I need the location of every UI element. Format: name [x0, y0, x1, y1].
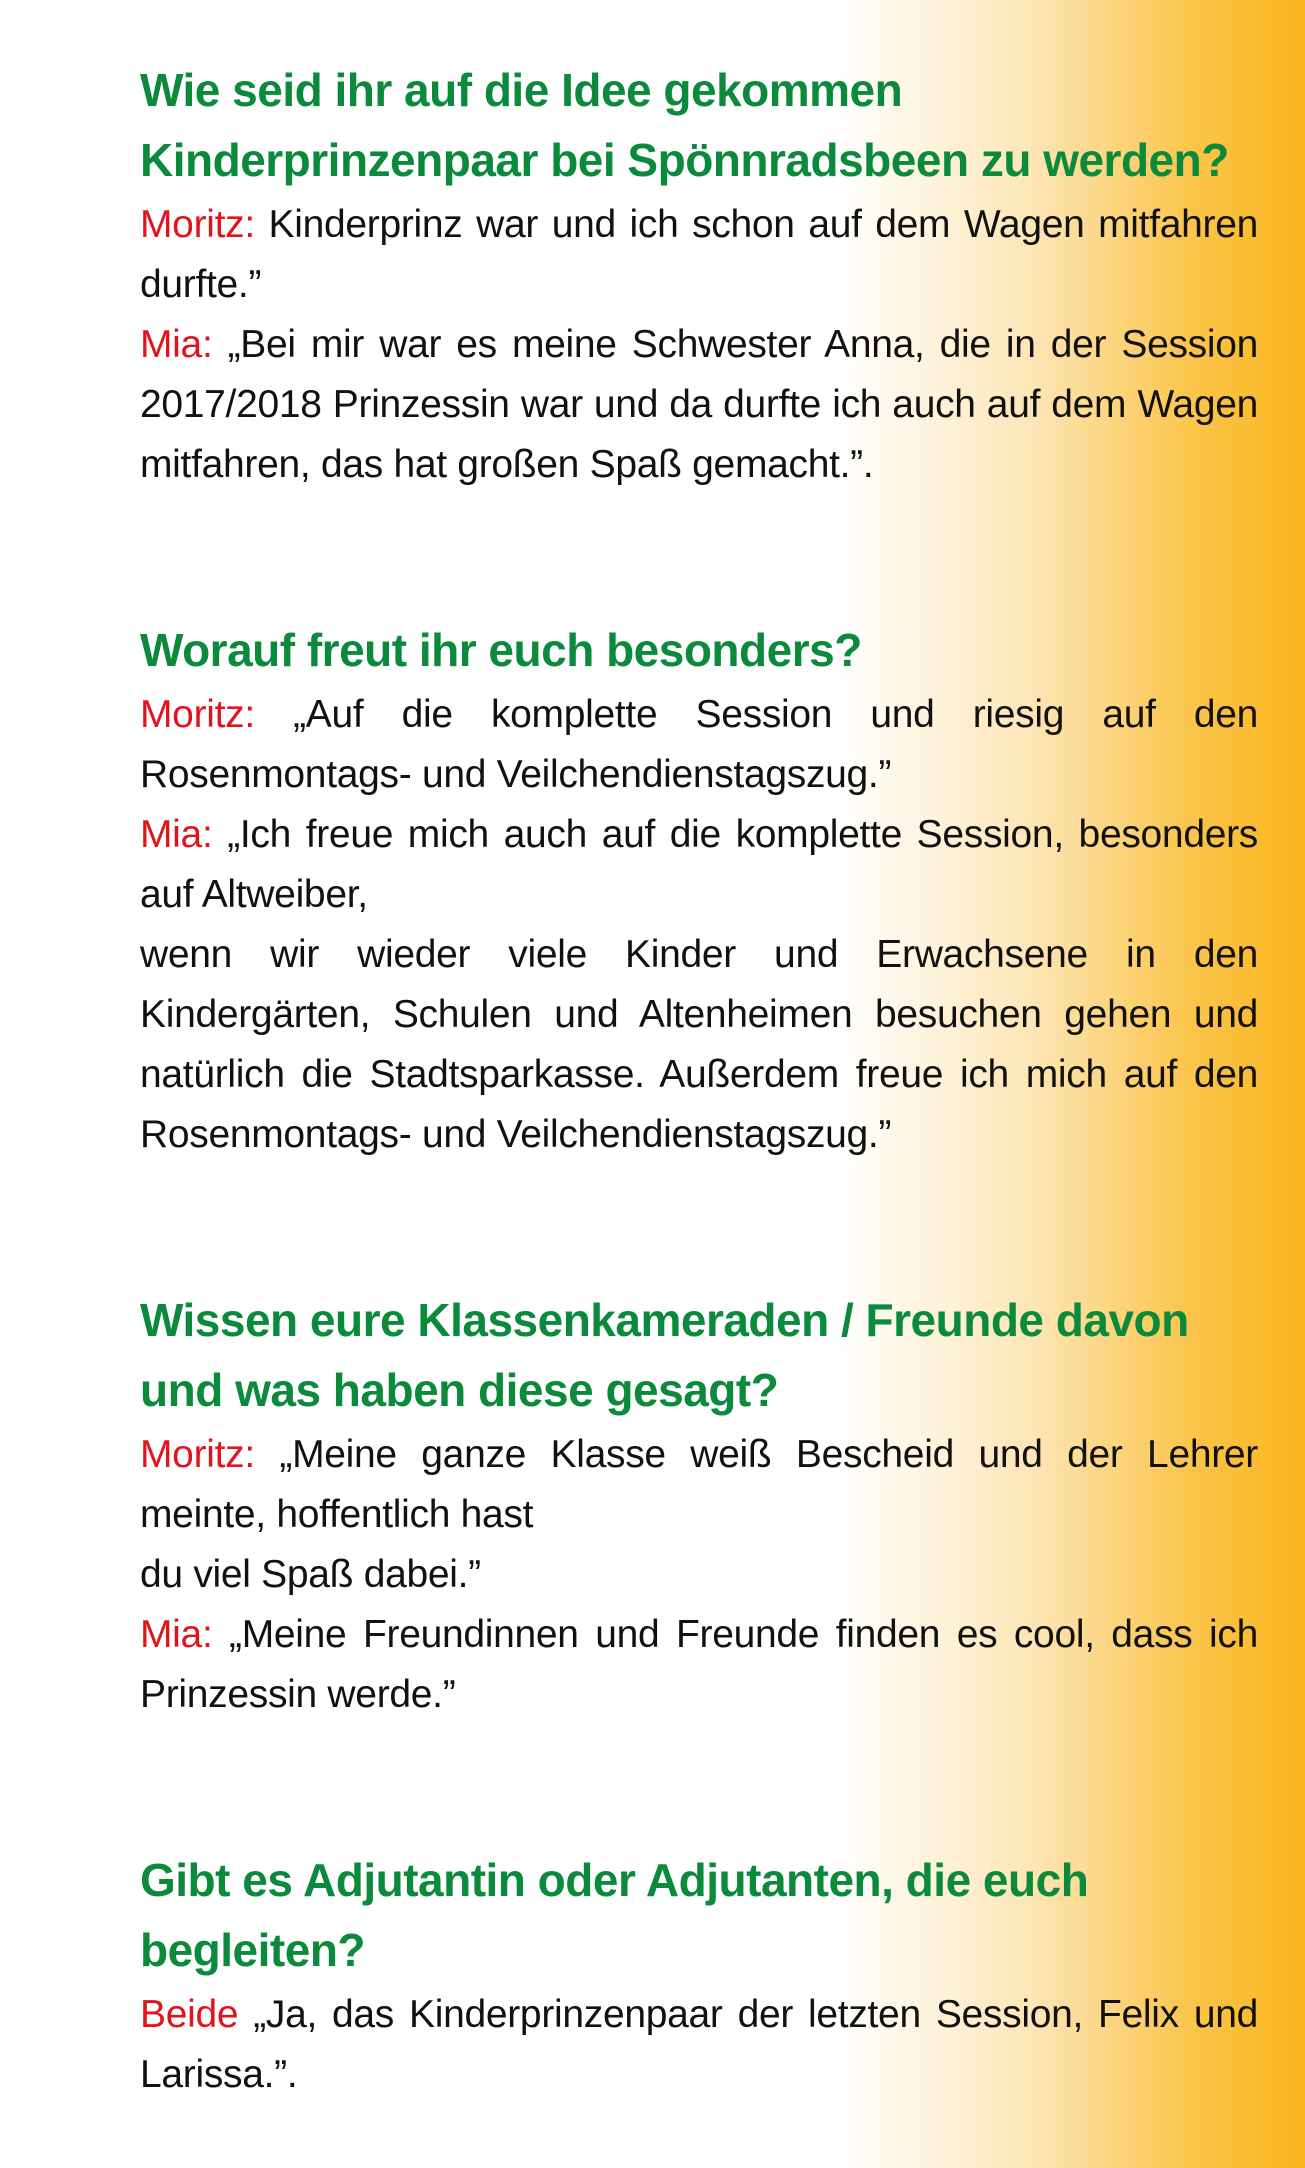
answer-text: „Bei mir war es meine Schwester Anna, die in der Session 2017/2018 Prinzessin war und da durfte ich auch auf dem Wagen mitfahren, das hat großen Spaß gemacht.”.: [140, 323, 1258, 486]
interview-section-3: [140, 1285, 1258, 1725]
answer-text: Kinderprinz war und ich schon auf dem Wagen mitfahren durfte.”: [140, 203, 1258, 306]
question-heading: Worauf freut ihr euch besonders?: [140, 624, 862, 676]
answer-moritz: [140, 1425, 1258, 1545]
speaker-label: Beide: [140, 1993, 239, 2036]
answer-moritz: [140, 195, 1258, 315]
speaker-label: Mia:: [140, 1613, 213, 1656]
speaker-label: Moritz:: [140, 1433, 255, 1476]
interview-section-1: [140, 55, 1258, 495]
answer-both: [140, 1985, 1258, 2105]
speaker-label: Moritz:: [140, 203, 255, 246]
speaker-label: Mia:: [140, 813, 213, 856]
question-heading: Gibt es Adjutantin oder Adjutanten, die euch begleiten?: [140, 1854, 1089, 1976]
interview-section-4: [140, 1845, 1258, 2105]
speaker-label: Moritz:: [140, 693, 255, 736]
answer-moritz-continuation: du viel Spaß dabei.”: [140, 1553, 481, 1596]
answer-text: „Ich freue mich auch auf die komplette Session, besonders auf Altweiber,: [140, 813, 1258, 916]
answer-text: „Meine ganze Klasse weiß Bescheid und der Lehrer meinte, hoffentlich hast: [140, 1433, 1258, 1536]
interview-section-2: [140, 615, 1258, 1165]
question-heading: Wissen eure Klassenkameraden / Freunde davon und was haben diese gesagt?: [140, 1294, 1189, 1416]
answer-mia: [140, 315, 1258, 495]
answer-moritz: [140, 685, 1258, 805]
answer-text: „Ja, das Kinderprinzenpaar der letzten Session, Felix und Larissa.”.: [140, 1993, 1258, 2096]
answer-text: „Auf die komplette Session und riesig auf den Rosenmontags- und Veilchendienstagszug.”: [140, 693, 1258, 796]
answer-text: „Meine Freundinnen und Freunde finden es cool, dass ich Prinzessin werde.”: [140, 1613, 1258, 1716]
speaker-label: Mia:: [140, 323, 213, 366]
answer-mia: [140, 1605, 1258, 1725]
question-heading: Wie seid ihr auf die Idee gekommen Kinderprinzenpaar bei Spönnradsbeen zu werden?: [140, 64, 1229, 186]
answer-mia-continuation: wenn wir wieder viele Kinder und Erwachsene in den Kindergärten, Schulen und Altenheimen besuchen gehen und natürlich die Stadtsparkasse. Außerdem freue ich mich auf den Rosenmontags- und Veilchendienstagszug.”: [140, 933, 1258, 1156]
answer-mia: [140, 805, 1258, 925]
